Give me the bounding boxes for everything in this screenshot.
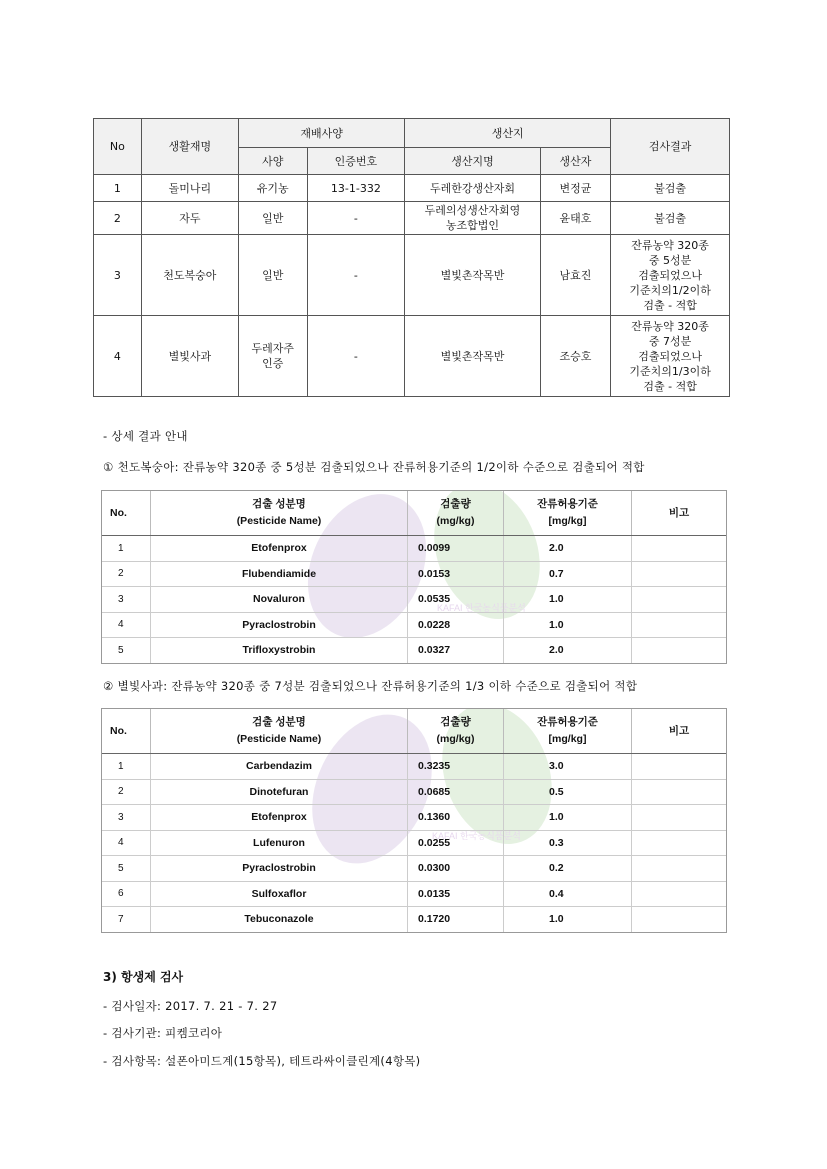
table-row <box>102 805 726 831</box>
row-pesticide: Pyraclostrobin <box>151 612 408 638</box>
row-product-name: 별빛사과 <box>141 316 238 397</box>
table-row <box>102 638 726 663</box>
section3-items: - 검사항목: 설폰아미드계(15항목), 테트라싸이클린계(4항목) <box>103 1054 421 1068</box>
table-row <box>102 612 726 638</box>
row-note <box>632 830 727 856</box>
row-mrl: 1.0 <box>504 907 632 932</box>
row-method: 일반 <box>238 202 307 235</box>
row-pesticide: Etofenprox <box>151 805 408 831</box>
peach-results-table <box>102 491 726 663</box>
row-no: 4 <box>102 830 151 856</box>
col-component-ko: 검출 성분명 <box>252 716 306 728</box>
col-note: 비고 <box>632 709 727 754</box>
row-cert-no: 13-1-332 <box>307 175 405 202</box>
row-mrl: 0.4 <box>504 881 632 907</box>
col-no: No. <box>102 491 151 536</box>
row-no: 3 <box>102 587 151 613</box>
row-note <box>632 536 727 562</box>
header-method: 사양 <box>238 148 307 175</box>
watermark-text: KAFAI 한국농식품분석 <box>437 603 526 613</box>
table-row <box>102 907 726 932</box>
row-pesticide: Etofenprox <box>151 536 408 562</box>
row-note <box>632 638 727 663</box>
apple-results-table-scan <box>101 708 727 933</box>
row-amount: 0.0135 <box>408 881 504 907</box>
apple-summary-line: ② 별빛사과: 잔류농약 320종 중 7성분 검출되었으나 잔류허용기준의 1/3 이하 수준으로 검출되어 적합 <box>103 679 638 693</box>
col-component-en: (Pesticide Name) <box>236 515 322 527</box>
peach-results-table-scan <box>101 490 727 664</box>
row-origin-name: 별빛촌작목반 <box>405 235 541 316</box>
watermark-text: KAFAI 한국농식품분석 <box>432 831 521 841</box>
row-cert-no: - <box>307 235 405 316</box>
row-mrl: 1.0 <box>504 587 632 613</box>
col-no: No. <box>102 709 151 754</box>
row-pesticide: Sulfoxaflor <box>151 881 408 907</box>
col-amount-unit: (mg/kg) <box>436 515 475 527</box>
row-no: 1 <box>94 175 142 202</box>
row-pesticide: Lufenuron <box>151 830 408 856</box>
row-no: 3 <box>102 805 151 831</box>
row-product-name: 돌미나리 <box>141 175 238 202</box>
table-row <box>102 779 726 805</box>
row-note <box>632 805 727 831</box>
col-mrl-unit: [mg/kg] <box>548 515 587 527</box>
col-component-ko: 검출 성분명 <box>252 498 306 510</box>
row-amount: 0.1360 <box>408 805 504 831</box>
row-cert-no: - <box>307 202 405 235</box>
row-method: 유기농 <box>238 175 307 202</box>
row-amount: 0.0153 <box>408 561 504 587</box>
row-no: 6 <box>102 881 151 907</box>
detail-heading: - 상세 결과 안내 <box>103 429 188 443</box>
table-row <box>102 881 726 907</box>
row-amount: 0.0300 <box>408 856 504 882</box>
row-no: 1 <box>102 536 151 562</box>
row-amount: 0.0255 <box>408 830 504 856</box>
inspection-summary-table <box>93 118 730 397</box>
row-method: 일반 <box>238 235 307 316</box>
row-amount: 0.0685 <box>408 779 504 805</box>
row-product-name: 천도복숭아 <box>141 235 238 316</box>
table-row <box>102 587 726 613</box>
row-amount: 0.3235 <box>408 754 504 780</box>
col-mrl-ko: 잔류허용기준 <box>537 716 598 728</box>
row-no: 5 <box>102 856 151 882</box>
header-origin-name: 생산지명 <box>405 148 541 175</box>
row-no: 2 <box>94 202 142 235</box>
row-mrl: 3.0 <box>504 754 632 780</box>
row-no: 4 <box>94 316 142 397</box>
row-result: 불검출 <box>611 175 730 202</box>
row-method: 두레자주 인증 <box>238 316 307 397</box>
col-component-en: (Pesticide Name) <box>236 733 322 745</box>
header-no: No <box>94 119 142 175</box>
row-mrl: 2.0 <box>504 536 632 562</box>
row-result: 잔류농약 320종 중 5성분 검출되었으나 기준치의1/2이하 검출 - 적합 <box>611 235 730 316</box>
col-component <box>151 709 408 754</box>
row-pesticide: Carbendazim <box>151 754 408 780</box>
col-amount-ko: 검출량 <box>440 716 471 728</box>
col-amount-ko: 검출량 <box>440 498 471 510</box>
col-mrl-unit: [mg/kg] <box>548 733 587 745</box>
table-row <box>94 202 730 235</box>
row-note <box>632 856 727 882</box>
row-pesticide: Tebuconazole <box>151 907 408 932</box>
row-pesticide: Pyraclostrobin <box>151 856 408 882</box>
row-no: 1 <box>102 754 151 780</box>
row-cert-no: - <box>307 316 405 397</box>
table-row <box>94 175 730 202</box>
row-note <box>632 881 727 907</box>
row-note <box>632 779 727 805</box>
row-no: 2 <box>102 779 151 805</box>
row-producer: 변정균 <box>540 175 610 202</box>
table-row <box>102 856 726 882</box>
row-amount: 0.0099 <box>408 536 504 562</box>
section3-agency: - 검사기관: 피켐코리아 <box>103 1026 223 1040</box>
table-row <box>102 561 726 587</box>
section3-title: 3) 항생제 검사 <box>103 970 184 984</box>
row-pesticide: Flubendiamide <box>151 561 408 587</box>
row-mrl: 0.3 <box>504 830 632 856</box>
col-amount <box>408 491 504 536</box>
header-cultivation: 재배사양 <box>238 119 404 148</box>
row-result: 불검출 <box>611 202 730 235</box>
row-no: 3 <box>94 235 142 316</box>
row-pesticide: Trifloxystrobin <box>151 638 408 663</box>
row-note <box>632 754 727 780</box>
row-origin-name: 별빛촌작목반 <box>405 316 541 397</box>
apple-results-table <box>102 709 726 932</box>
row-mrl: 1.0 <box>504 612 632 638</box>
header-product-name: 생활재명 <box>141 119 238 175</box>
section3-date: - 검사일자: 2017. 7. 21 - 7. 27 <box>103 999 278 1013</box>
col-component <box>151 491 408 536</box>
row-product-name: 자두 <box>141 202 238 235</box>
row-mrl: 1.0 <box>504 805 632 831</box>
row-no: 5 <box>102 638 151 663</box>
row-amount: 0.0535 <box>408 587 504 613</box>
row-producer: 남효진 <box>540 235 610 316</box>
col-note: 비고 <box>632 491 727 536</box>
row-note <box>632 907 727 932</box>
table-row <box>94 235 730 316</box>
row-pesticide: Novaluron <box>151 587 408 613</box>
row-amount: 0.0228 <box>408 612 504 638</box>
row-no: 4 <box>102 612 151 638</box>
row-mrl: 0.7 <box>504 561 632 587</box>
row-mrl: 0.5 <box>504 779 632 805</box>
table-row <box>94 316 730 397</box>
peach-summary-line: ① 천도복숭아: 잔류농약 320종 중 5성분 검출되었으나 잔류허용기준의 1/2이하 수준으로 검출되어 적합 <box>103 460 645 474</box>
row-pesticide: Dinotefuran <box>151 779 408 805</box>
col-amount-unit: (mg/kg) <box>436 733 475 745</box>
row-mrl: 0.2 <box>504 856 632 882</box>
table-row <box>102 754 726 780</box>
row-note <box>632 612 727 638</box>
row-origin-name: 두레한강생산자회 <box>405 175 541 202</box>
row-origin-name: 두레의성생산자회영 농조합법인 <box>405 202 541 235</box>
row-no: 2 <box>102 561 151 587</box>
row-note <box>632 561 727 587</box>
row-mrl: 2.0 <box>504 638 632 663</box>
table-row <box>102 536 726 562</box>
row-amount: 0.0327 <box>408 638 504 663</box>
header-result: 검사결과 <box>611 119 730 175</box>
table-row <box>102 830 726 856</box>
row-producer: 조승호 <box>540 316 610 397</box>
col-mrl <box>504 709 632 754</box>
header-cert-no: 인증번호 <box>307 148 405 175</box>
col-mrl-ko: 잔류허용기준 <box>537 498 598 510</box>
header-origin: 생산지 <box>405 119 611 148</box>
row-amount: 0.1720 <box>408 907 504 932</box>
col-mrl <box>504 491 632 536</box>
row-note <box>632 587 727 613</box>
row-result: 잔류농약 320종 중 7성분 검출되었으나 기준치의1/3이하 검출 - 적합 <box>611 316 730 397</box>
row-producer: 윤태호 <box>540 202 610 235</box>
row-no: 7 <box>102 907 151 932</box>
header-producer: 생산자 <box>540 148 610 175</box>
col-amount <box>408 709 504 754</box>
